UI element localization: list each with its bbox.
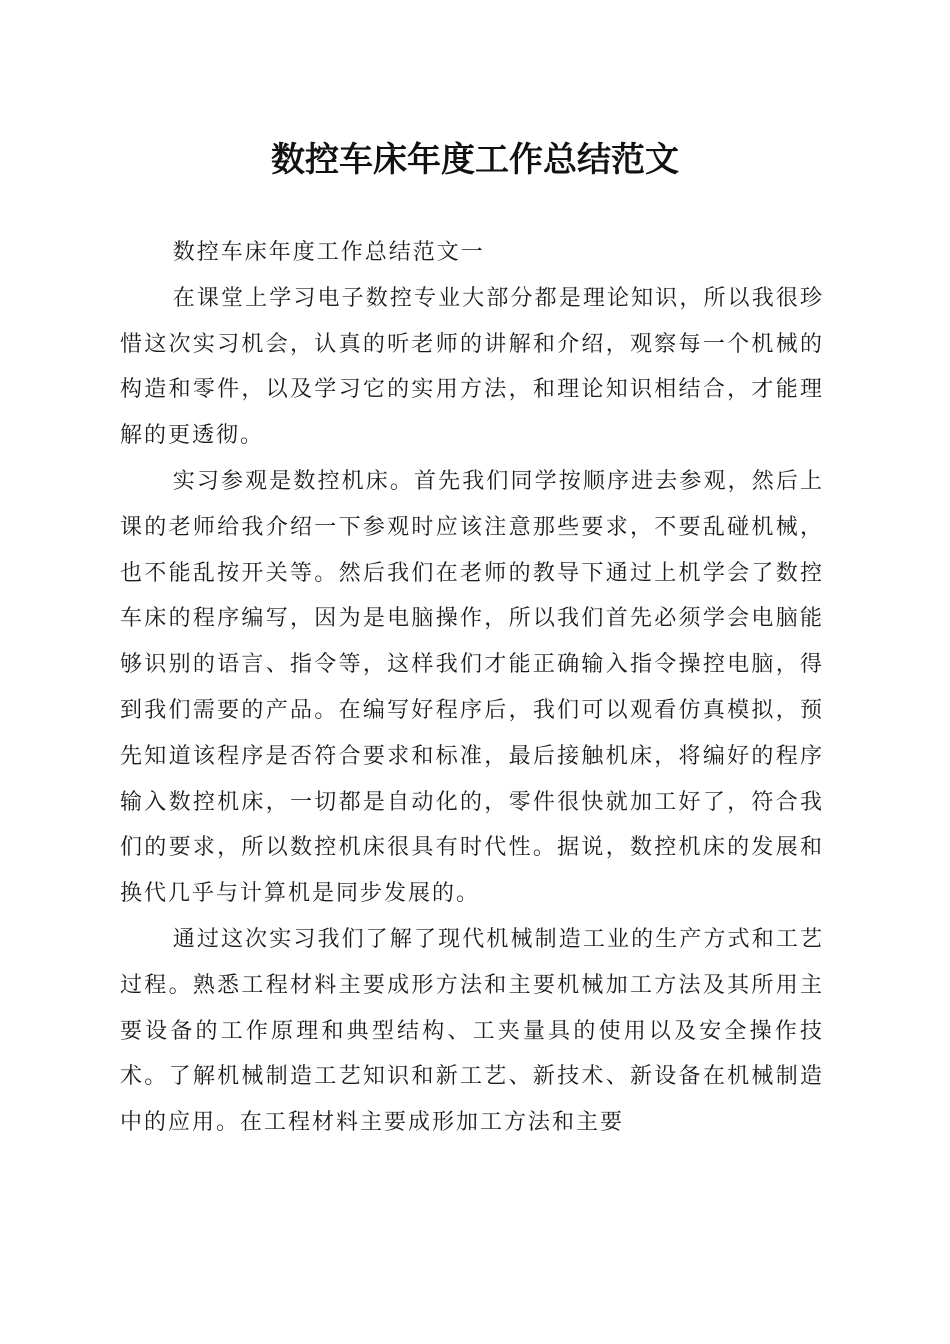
paragraph-1: 在课堂上学习电子数控专业大部分都是理论知识，所以我很珍惜这次实习机会，认真的听老师的讲解和介绍，观察每一个机械的构造和零件，以及学习它的实用方法，和理论知识相结合，才能理解的更透彻。 xyxy=(120,285,824,449)
document-body xyxy=(120,230,824,1146)
section-heading: 数控车床年度工作总结范文一 xyxy=(172,240,485,265)
paragraph-3: 通过这次实习我们了解了现代机械制造工业的生产方式和工艺过程。熟悉工程材料主要成形方法和主要机械加工方法及其所用主要设备的工作原理和典型结构、工夹量具的使用以及安全操作技术。了解机械制造工艺知识和新工艺、新技术、新设备在机械制造中的应用。在工程材料主要成形加工方法和主要 xyxy=(120,926,824,1136)
paragraph-2: 实习参观是数控机床。首先我们同学按顺序进去参观，然后上课的老师给我介绍一下参观时应该注意那些要求，不要乱碰机械，也不能乱按开关等。然后我们在老师的教导下通过上机学会了数控车床的程序编写，因为是电脑操作，所以我们首先必须学会电脑能够识别的语言、指令等，这样我们才能正确输入指令操控电脑，得到我们需要的产品。在编写好程序后，我们可以观看仿真模拟，预先知道该程序是否符合要求和标准，最后接触机床，将编好的程序输入数控机床，一切都是自动化的，零件很快就加工好了，符合我们的要求，所以数控机床很具有时代性。据说，数控机床的发展和换代几乎与计算机是同步发展的。 xyxy=(120,468,824,907)
document-title: 数控车床年度工作总结范文 xyxy=(271,140,679,180)
